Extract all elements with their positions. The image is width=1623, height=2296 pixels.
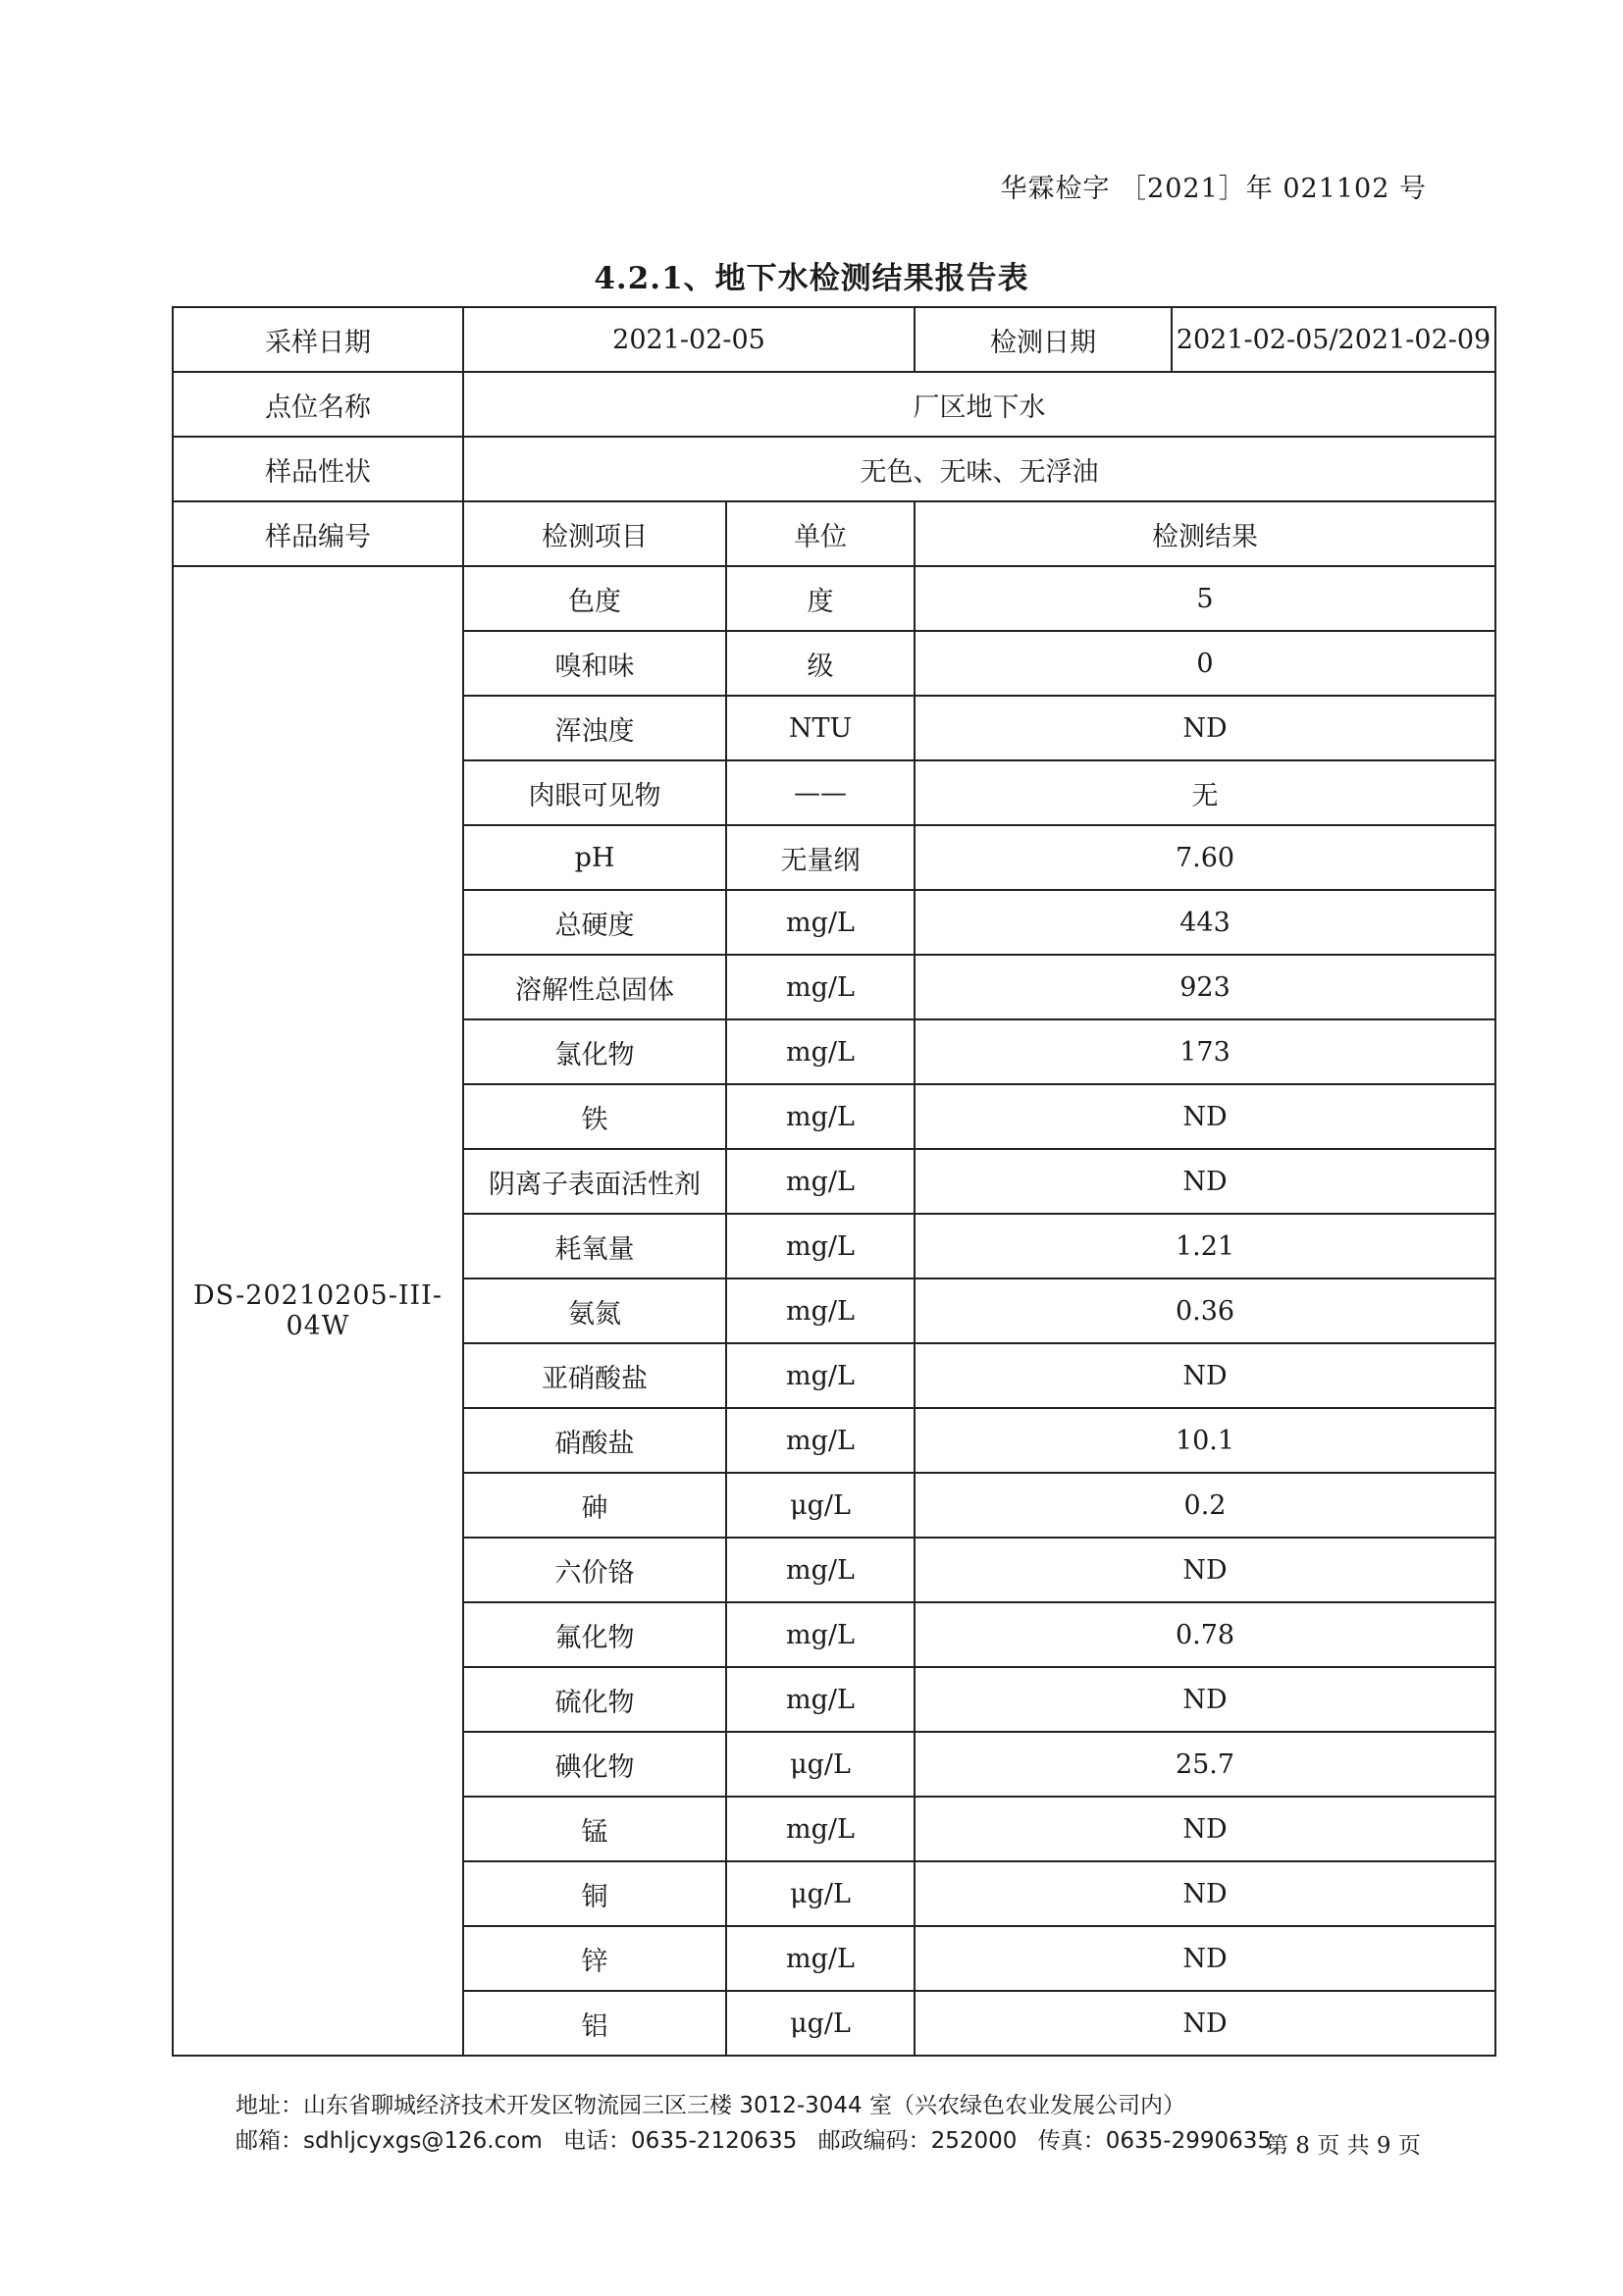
result-cell: ND (915, 1084, 1495, 1149)
result-cell: 923 (915, 955, 1495, 1019)
result-cell: ND (915, 1861, 1495, 1926)
unit-cell: mg/L (726, 1214, 915, 1278)
result-cell: 173 (915, 1019, 1495, 1084)
unit-cell: 级 (726, 631, 915, 696)
result-cell: 0.2 (915, 1473, 1495, 1538)
test-item-cell: 铜 (463, 1861, 726, 1926)
test-item-cell: 六价铬 (463, 1538, 726, 1602)
test-item-cell: 锰 (463, 1797, 726, 1861)
test-item-cell: 碘化物 (463, 1732, 726, 1797)
result-cell: 443 (915, 890, 1495, 955)
unit-cell: μg/L (726, 1732, 915, 1797)
appearance-label: 样品性状 (173, 437, 463, 501)
column-header-item: 检测项目 (463, 501, 726, 566)
test-item-cell: 嗅和味 (463, 631, 726, 696)
test-item-cell: 溶解性总固体 (463, 955, 726, 1019)
unit-cell: mg/L (726, 1667, 915, 1732)
result-cell: ND (915, 1991, 1495, 2056)
sampling-date-value: 2021-02-05 (463, 307, 915, 372)
result-cell: ND (915, 1926, 1495, 1991)
result-cell: 5 (915, 566, 1495, 631)
test-date-value: 2021-02-05/2021-02-09 (1172, 307, 1495, 372)
unit-cell: mg/L (726, 1084, 915, 1149)
appearance-value: 无色、无味、无浮油 (463, 437, 1495, 501)
test-item-cell: 浑浊度 (463, 696, 726, 760)
test-item-cell: 亚硝酸盐 (463, 1343, 726, 1408)
footer-postcode: 邮政编码：252000 (817, 2128, 1018, 2154)
result-cell: 10.1 (915, 1408, 1495, 1473)
table-row (173, 372, 1495, 437)
test-item-cell: 色度 (463, 566, 726, 631)
result-cell: 0.78 (915, 1602, 1495, 1667)
unit-cell: μg/L (726, 1473, 915, 1538)
document-number: 华霖检字 ［2021］年 021102 号 (1000, 174, 1427, 204)
unit-cell: NTU (726, 696, 915, 760)
result-cell: 1.21 (915, 1214, 1495, 1278)
sampling-date-label: 采样日期 (173, 307, 463, 372)
unit-cell: mg/L (726, 1926, 915, 1991)
unit-cell: mg/L (726, 1602, 915, 1667)
footer-email: 邮箱：sdhljcyxgs@126.com (236, 2128, 543, 2154)
test-item-cell: pH (463, 825, 726, 890)
result-cell: 25.7 (915, 1732, 1495, 1797)
unit-cell: mg/L (726, 1019, 915, 1084)
table-row (173, 437, 1495, 501)
test-item-cell: 铁 (463, 1084, 726, 1149)
column-header-row (173, 501, 1495, 566)
test-item-cell: 硫化物 (463, 1667, 726, 1732)
unit-cell: μg/L (726, 1861, 915, 1926)
footer-fax: 传真：0635-2990635 (1037, 2128, 1273, 2154)
unit-cell: mg/L (726, 1278, 915, 1343)
result-cell: ND (915, 1538, 1495, 1602)
site-value: 厂区地下水 (463, 372, 1495, 437)
test-item-cell: 氯化物 (463, 1019, 726, 1084)
table-row (173, 307, 1495, 372)
unit-cell: 度 (726, 566, 915, 631)
footer-phone: 电话：0635-2120635 (563, 2128, 798, 2154)
test-item-cell: 铝 (463, 1991, 726, 2056)
result-cell: ND (915, 1149, 1495, 1214)
unit-cell: mg/L (726, 955, 915, 1019)
unit-cell: μg/L (726, 1991, 915, 2056)
unit-cell: mg/L (726, 890, 915, 955)
result-cell: 7.60 (915, 825, 1495, 890)
test-item-cell: 阴离子表面活性剂 (463, 1149, 726, 1214)
table-row (173, 566, 1495, 631)
result-cell: ND (915, 1797, 1495, 1861)
footer (236, 2088, 1272, 2159)
test-item-cell: 耗氧量 (463, 1214, 726, 1278)
unit-cell: 无量纲 (726, 825, 915, 890)
column-header-unit: 单位 (726, 501, 915, 566)
test-item-cell: 氟化物 (463, 1602, 726, 1667)
result-cell: 0 (915, 631, 1495, 696)
unit-cell: mg/L (726, 1343, 915, 1408)
result-cell: 0.36 (915, 1278, 1495, 1343)
test-item-cell: 砷 (463, 1473, 726, 1538)
unit-cell: mg/L (726, 1149, 915, 1214)
groundwater-results-table (172, 306, 1496, 2057)
site-label: 点位名称 (173, 372, 463, 437)
unit-cell: —— (726, 760, 915, 825)
result-cell: ND (915, 696, 1495, 760)
report-title: 4.2.1、地下水检测结果报告表 (594, 261, 1029, 296)
footer-address: 地址：山东省聊城经济技术开发区物流园三区三楼 3012-3044 室（兴农绿色农业发展公司内） (236, 2093, 1185, 2118)
unit-cell: mg/L (726, 1797, 915, 1861)
test-item-cell: 总硬度 (463, 890, 726, 955)
test-item-cell: 氨氮 (463, 1278, 726, 1343)
footer-contact (236, 2123, 1272, 2159)
result-cell: ND (915, 1667, 1495, 1732)
column-header-result: 检测结果 (915, 501, 1495, 566)
unit-cell: mg/L (726, 1408, 915, 1473)
sample-id-cell: DS-20210205-III-04W (173, 566, 463, 2056)
test-item-cell: 硝酸盐 (463, 1408, 726, 1473)
result-cell: 无 (915, 760, 1495, 825)
result-cell: ND (915, 1343, 1495, 1408)
column-header-sample-id: 样品编号 (173, 501, 463, 566)
test-item-cell: 肉眼可见物 (463, 760, 726, 825)
test-date-label: 检测日期 (915, 307, 1172, 372)
test-item-cell: 锌 (463, 1926, 726, 1991)
unit-cell: mg/L (726, 1538, 915, 1602)
page-number: 第 8 页 共 9 页 (1266, 2133, 1421, 2159)
